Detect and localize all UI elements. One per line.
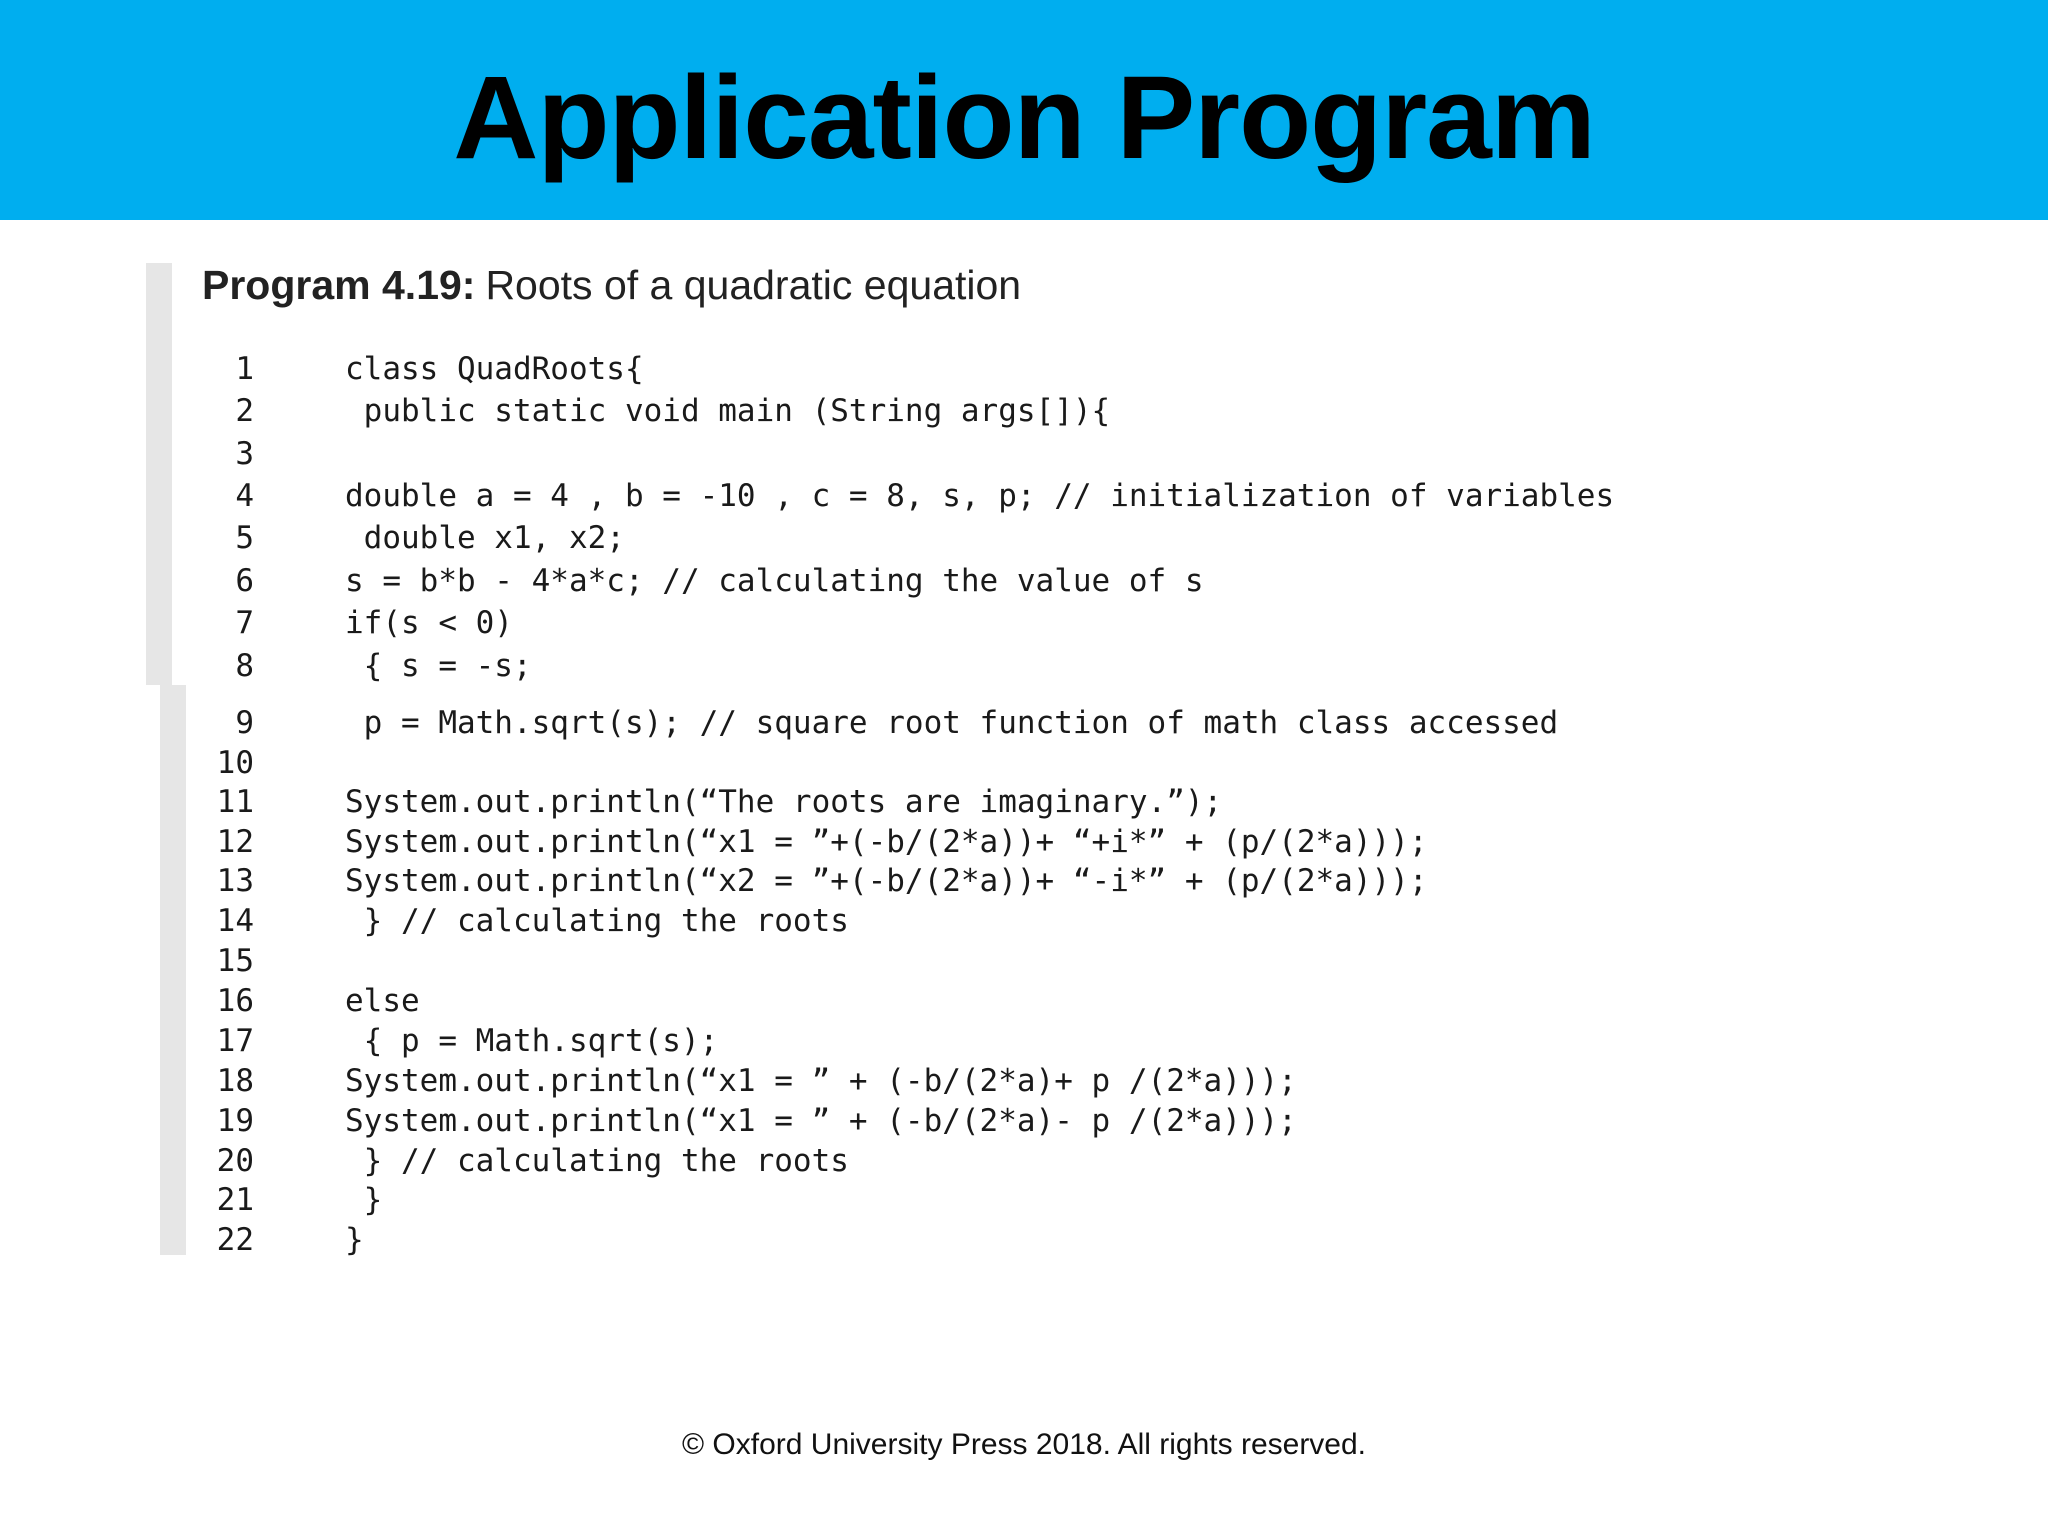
code-listing-image — [140, 255, 1800, 1265]
program-caption — [202, 261, 1021, 309]
code-line — [140, 1101, 1800, 1141]
code-line — [140, 981, 1800, 1021]
line-number: 5 — [235, 520, 254, 556]
code-line — [140, 1220, 1800, 1260]
line-number: 17 — [216, 1023, 254, 1059]
code-line — [140, 901, 1800, 941]
line-number: 13 — [216, 863, 254, 899]
line-number: 19 — [216, 1103, 254, 1139]
line-code: double x1, x2; — [345, 520, 625, 556]
line-number: 2 — [235, 393, 254, 429]
code-line — [140, 646, 1800, 686]
program-caption-text: Roots of a quadratic equation — [485, 262, 1022, 308]
line-number: 3 — [235, 436, 254, 472]
line-number: 15 — [216, 943, 254, 979]
line-number: 18 — [216, 1063, 254, 1099]
line-code: } // calculating the roots — [345, 903, 849, 939]
code-line — [140, 1021, 1800, 1061]
line-code: if(s < 0) — [345, 605, 513, 641]
line-code: { p = Math.sqrt(s); — [345, 1023, 719, 1059]
line-code: class QuadRoots{ — [345, 351, 644, 387]
line-number: 7 — [235, 605, 254, 641]
code-line — [140, 1180, 1800, 1220]
line-code: } — [345, 1222, 364, 1258]
line-code: s = b*b - 4*a*c; // calculating the value of s — [345, 563, 1204, 599]
code-line — [140, 1061, 1800, 1101]
code-line — [140, 518, 1800, 558]
line-code: System.out.println(“x1 = ” + (-b/(2*a)- p /(2*a))); — [345, 1103, 1297, 1139]
line-code: } — [345, 1182, 383, 1218]
line-code: System.out.println(“The roots are imaginary.”); — [345, 784, 1223, 820]
code-line — [140, 782, 1800, 822]
code-line — [140, 349, 1800, 389]
code-line — [140, 743, 1800, 783]
code-line — [140, 391, 1800, 431]
line-number: 6 — [235, 563, 254, 599]
line-number: 10 — [216, 745, 254, 781]
code-line — [140, 1141, 1800, 1181]
copyright-footer: © Oxford University Press 2018. All rights reserved. — [681, 1428, 1367, 1461]
line-number: 21 — [216, 1182, 254, 1218]
line-number: 14 — [216, 903, 254, 939]
line-code: else — [345, 983, 420, 1019]
line-code: p = Math.sqrt(s); // square root function of math class accessed — [345, 705, 1559, 741]
line-code: System.out.println(“x1 = ” + (-b/(2*a)+ p /(2*a))); — [345, 1063, 1297, 1099]
code-line — [140, 822, 1800, 862]
line-number: 11 — [216, 784, 254, 820]
line-code: public static void main (String args[]){ — [345, 393, 1111, 429]
code-line — [140, 476, 1800, 516]
code-line — [140, 941, 1800, 981]
line-code: System.out.println(“x1 = ”+(-b/(2*a))+ “+i*” + (p/(2*a))); — [345, 824, 1428, 860]
line-number: 8 — [235, 648, 254, 684]
line-number: 9 — [235, 705, 254, 741]
code-line — [140, 861, 1800, 901]
code-line — [140, 603, 1800, 643]
code-line — [140, 703, 1800, 743]
slide-title: Application Program — [453, 52, 1595, 184]
line-code: } // calculating the roots — [345, 1143, 849, 1179]
line-code: System.out.println(“x2 = ”+(-b/(2*a))+ “-i*” + (p/(2*a))); — [345, 863, 1428, 899]
line-code: double a = 4 , b = -10 , c = 8, s, p; // initialization of variables — [345, 478, 1615, 514]
program-caption-label: Program 4.19: — [202, 262, 476, 308]
code-line — [140, 434, 1800, 474]
line-number: 12 — [216, 824, 254, 860]
line-number: 22 — [216, 1222, 254, 1258]
line-number: 20 — [216, 1143, 254, 1179]
line-number: 4 — [235, 478, 254, 514]
line-number: 16 — [216, 983, 254, 1019]
line-code: { s = -s; — [345, 648, 532, 684]
line-number: 1 — [235, 351, 254, 387]
code-line — [140, 561, 1800, 601]
